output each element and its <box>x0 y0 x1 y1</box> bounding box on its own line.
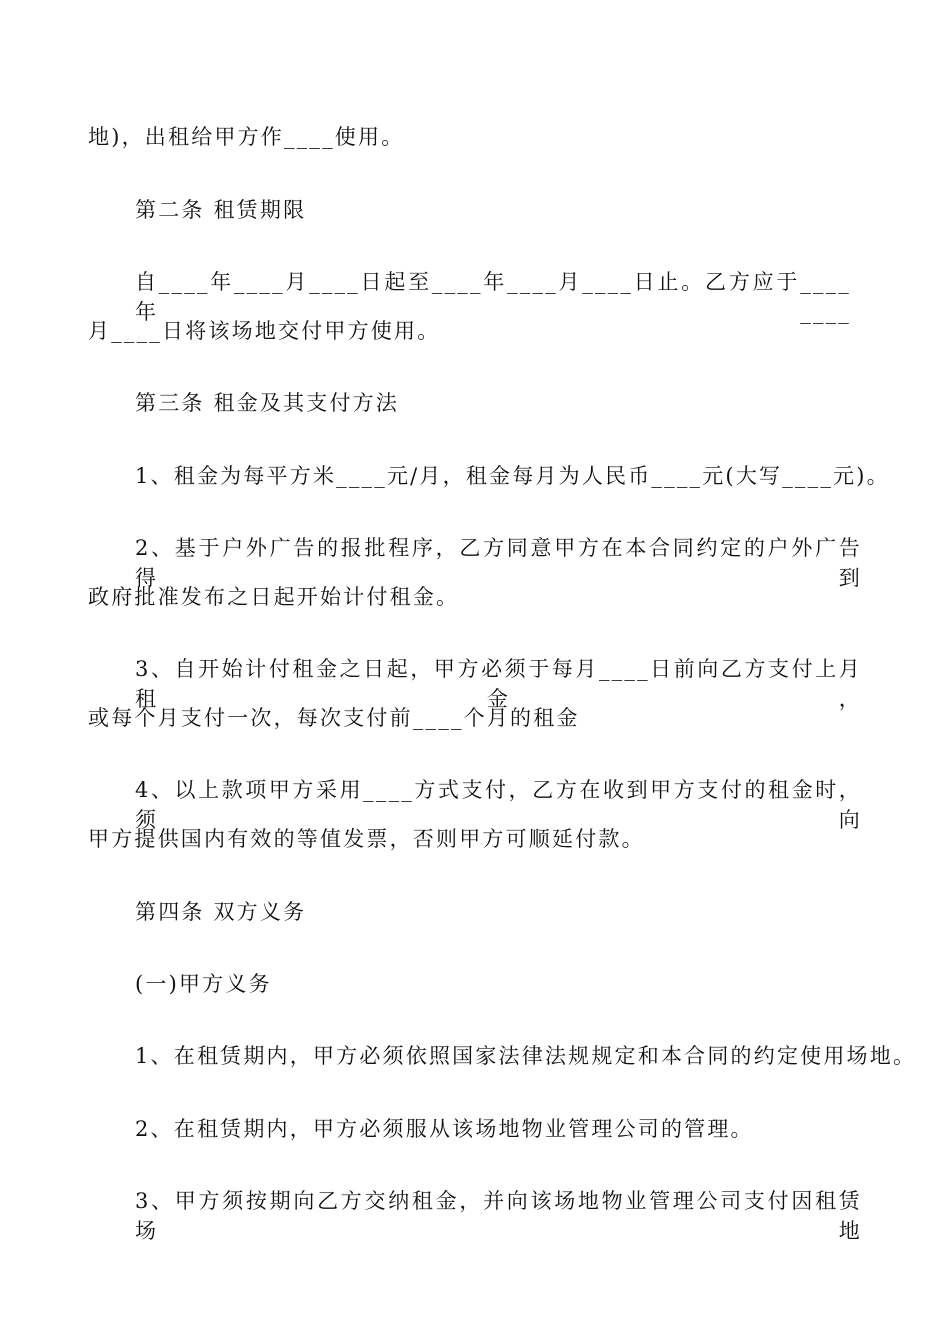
text-line: 1、租金为每平方米____元/月，租金每月为人民币____元(大写____元)。 <box>135 464 890 488</box>
text-line: 第四条 双方义务 <box>135 900 307 924</box>
text-line: 第二条 租赁期限 <box>135 198 307 222</box>
paragraph-line <box>0 703 950 733</box>
paragraph-line <box>0 1041 950 1071</box>
text-line: 政府批准发布之日起开始计付租金。 <box>88 585 460 609</box>
paragraph-line <box>0 824 950 854</box>
text-line: 2、在租赁期内，甲方必须服从该场地物业管理公司的管理。 <box>135 1117 754 1141</box>
subsection-heading <box>0 969 950 999</box>
section-heading-rent <box>0 388 950 418</box>
section-heading-obligations <box>0 897 950 927</box>
paragraph-line <box>0 461 950 491</box>
text-line: 3、甲方须按期向乙方交纳租金，并向该场地物业管理公司支付因租赁场地 <box>135 1189 862 1243</box>
text-line: 第三条 租金及其支付方法 <box>135 391 400 415</box>
text-line: 甲方提供国内有效的等值发票，否则甲方可顺延付款。 <box>88 827 645 851</box>
section-heading-term <box>0 195 950 225</box>
text-line: 或每个月支付一次，每次支付前____个月的租金 <box>88 706 580 730</box>
text-line: 自____年____月____日起至____年____月____日止。乙方应于____年____ <box>135 270 851 324</box>
paragraph-line <box>0 122 950 152</box>
text-line: 月____日将该场地交付甲方使用。 <box>88 319 441 343</box>
text-line: 2、基于户外广告的报批程序，乙方同意甲方在本合同约定的户外广告得到 <box>135 536 862 590</box>
paragraph-line <box>0 316 950 346</box>
paragraph-line <box>0 1186 950 1246</box>
text-line: (一)甲方义务 <box>135 972 272 996</box>
text-line: 地)，出租给甲方作____使用。 <box>88 125 405 149</box>
text-line: 3、自开始计付租金之日起，甲方必须于每月____日前向乙方支付上月租金， <box>135 657 862 711</box>
text-line: 1、在租赁期内，甲方必须依照国家法律法规规定和本合同的约定使用场地。 <box>135 1044 917 1068</box>
paragraph-line <box>0 1114 950 1144</box>
paragraph-line <box>0 582 950 612</box>
text-line: 4、以上款项甲方采用____方式支付，乙方在收到甲方支付的租金时，须向 <box>135 778 862 832</box>
